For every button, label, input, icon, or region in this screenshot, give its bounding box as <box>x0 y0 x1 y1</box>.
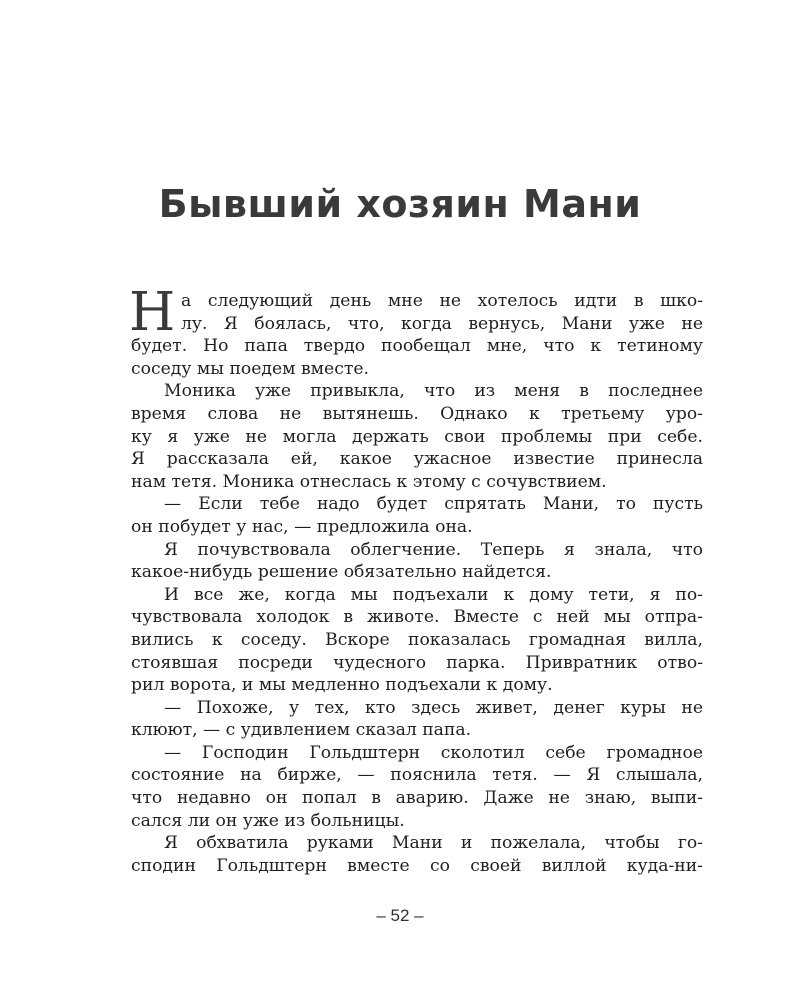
page-number: – 52 – <box>376 906 424 925</box>
text-line: лу. Я боялась, что, когда вернусь, Мани уже не <box>181 313 703 334</box>
text-line: Я рассказала ей, какое ужасное известие принесла <box>131 449 703 470</box>
text-line: Я почувствовала облегчение. Теперь я знала, что <box>164 539 703 560</box>
text-line: И все же, когда мы подъехали к дому тети, я по- <box>164 584 703 605</box>
text-line: ку я уже не могла держать свои проблемы при себе. <box>131 426 703 447</box>
drop-cap: Н <box>129 282 176 343</box>
text-line: нам тетя. Моника отнеслась к этому с сочувствием. <box>131 471 607 492</box>
text-line: будет. Но папа твердо пообещал мне, что к тетиному <box>131 336 703 357</box>
text-line: он побудет у нас, — предложила она. <box>131 516 473 537</box>
text-line: рил ворота, и мы медленно подъехали к дому. <box>131 675 553 696</box>
text-line: сподин Гольдштерн вместе со своей виллой куда-ни- <box>131 855 703 876</box>
text-line: что недавно он попал в аварию. Даже не знаю, выпи- <box>131 788 703 809</box>
text-line: клюют, — с удивлением сказал папа. <box>131 720 472 741</box>
text-line: Я обхватила руками Мани и пожелала, чтобы го- <box>164 833 703 854</box>
text-line: время слова не вытянешь. Однако к третьему уро- <box>131 403 703 424</box>
chapter-body <box>129 282 703 877</box>
text-line: Моника уже привыкла, что из меня в последнее <box>164 381 703 402</box>
chapter-title: Бывший хозяин Мани <box>158 182 642 226</box>
text-line: — Господин Гольдштерн сколотил себе громадное <box>164 742 703 763</box>
text-line: состояние на бирже, — пояснила тетя. — Я слышала, <box>131 765 703 786</box>
text-line: стоявшая посреди чудесного парка. Привратник отво- <box>131 652 703 673</box>
text-line: соседу мы поедем вместе. <box>131 358 369 379</box>
text-line: а следующий день мне не хотелось идти в шко- <box>181 291 703 311</box>
text-line: — Если тебе надо будет спрятать Мани, то пусть <box>164 494 703 515</box>
text-line: чувствовала холодок в животе. Вместе с ней мы отпра- <box>131 607 703 628</box>
text-line: — Похоже, у тех, кто здесь живет, денег куры не <box>164 697 703 718</box>
text-line: какое-нибудь решение обязательно найдется. <box>131 562 552 583</box>
text-line: сался ли он уже из больницы. <box>131 810 405 831</box>
text-line: вились к соседу. Вскоре показалась громадная вилла, <box>131 629 703 650</box>
